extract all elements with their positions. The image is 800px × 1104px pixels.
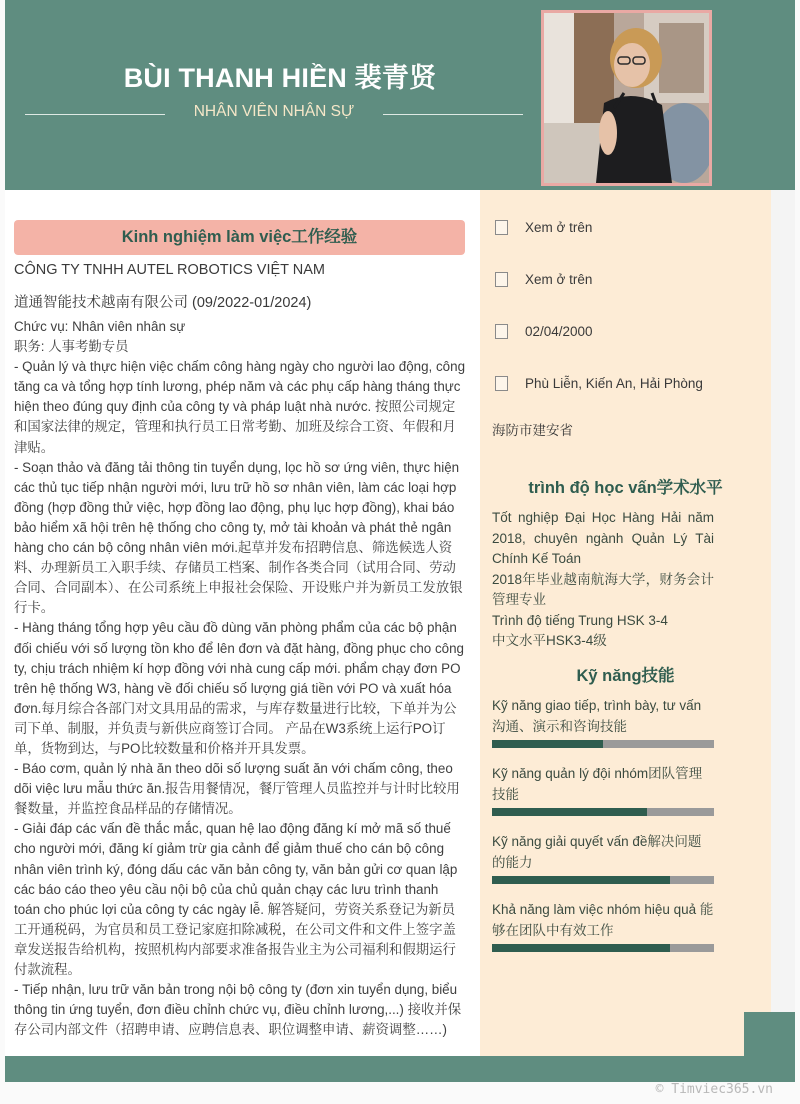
title-divider-right bbox=[383, 114, 523, 115]
contact-birthday bbox=[495, 319, 593, 343]
skill-item bbox=[492, 764, 714, 816]
skill-bar-fill bbox=[492, 876, 670, 884]
info-column bbox=[480, 190, 771, 1056]
contact-email bbox=[495, 267, 592, 291]
job-title: NHÂN VIÊN NHÂN SỰ bbox=[193, 103, 355, 120]
company-name-cn: 道通智能技术越南有限公司 (09/2022-01/2024) bbox=[14, 295, 312, 311]
skill-bar bbox=[492, 740, 714, 748]
experience-description bbox=[14, 317, 467, 1040]
contact-email-text: Xem ở trên bbox=[525, 271, 593, 287]
profile-photo bbox=[541, 10, 712, 186]
contact-address bbox=[495, 371, 703, 395]
footer-band bbox=[5, 1056, 795, 1082]
skill-label: Kỹ năng giải quyết vấn đề解决问题的能力 bbox=[492, 834, 702, 870]
skill-bar-fill bbox=[492, 740, 603, 748]
education-language-cn: 中文水平HSK3-4级 bbox=[492, 633, 607, 648]
skills-heading: Kỹ năng技能 bbox=[576, 667, 675, 685]
skill-label: Khả năng làm việc nhóm hiệu quả 能够在团队中有效工作 bbox=[492, 902, 714, 938]
skill-item bbox=[492, 900, 714, 952]
education-heading: trình độ học vấn学术水平 bbox=[528, 479, 723, 497]
skill-label: Kỹ năng quản lý đội nhóm团队管理技能 bbox=[492, 766, 703, 802]
location-icon bbox=[495, 376, 508, 391]
footer-corner-block bbox=[744, 1012, 795, 1056]
contact-address-text: Phù Liễn, Kiến An, Hải Phòng bbox=[525, 375, 703, 391]
skill-item bbox=[492, 696, 714, 748]
skill-bar bbox=[492, 944, 714, 952]
contact-phone bbox=[495, 215, 592, 239]
info-icon bbox=[495, 272, 508, 287]
company-name: CÔNG TY TNHH AUTEL ROBOTICS VIỆT NAM bbox=[14, 262, 325, 278]
experience-heading: Kinh nghiệm làm việc工作经验 bbox=[14, 220, 465, 255]
experience-description-text: Chức vụ: Nhân viên nhân sự 职务: 人事考勤专员 - Quản lý và thực hiện việc chấm công hàng ngày cho người lao động, công tăng ca và tổng hợp tính lương, phép năm và các phụ cấp hàng tháng thực hiện theo đúng quy định của công ty và pháp luật nhà nước. 按照公司规定和国家法律的规定，管理和执行员工日常考勤、加班及综合工资、年假和月津贴。 - Soạn thảo và đăng tải thông tin tuyển dụng, lọc hồ sơ ứng viên, thực hiện các thủ tục tiếp nhận người mới, lưu trữ hồ sơ nhân viên, làm các loại hợp đồng (hợp đồng thử việc, hợp đồng lao động, phụ lục hợp đồng), khai báo bảo hiểm xã hội trên hệ thống cho công ty, mở tài khoản và phát thẻ ngân hàng cho cán bộ công nhân viên mới.起草并发布招聘信息、筛选候选人资料、办理新员工入职手续、存储员工档案、制作各类合同（试用合同、劳动合同、合同副本）、在公司系统上申报社会保险、开设账户并为新员工发放银行卡。 - Hàng tháng tổng hợp yêu cầu đồ dùng văn phòng phẩm của các bộ phận đối chiếu với số lượng tồn kho để lên đơn và đặt hàng, đồng phục cho công ty, chịu trách nhiệm kí hợp đồng với nhà cung cấp mới. phẩm chạy đơn PO trên hệ thống W3, hàng về đối chiếu số lượng giá tiền với PO và xuất hóa đơn.每月综合各部门对文具用品的需求，与库存数量进行比较，下单并为公司下单、制服，并负责与新供应商签订合同。 产品在W3系统上运行PO订单，货物到达，与PO比较数量和价格并开具发票。 - Báo cơm, quản lý nhà ăn theo dõi số lượng suất ăn với chấm công, theo dõi việc lưu mẫu thức ăn.报告用餐情况，餐厅管理人员监控并与计时比较用餐数量，并监控食品样品的存储情况。 - Giải đáp các vấn đề thắc mắc, quan hệ lao động đăng kí mở mã số thuế cho người mới, đăng kí giảm trừ gia cảnh để giảm thuế cho cán bộ công nhân viên trình ký, đóng dấu các văn bản công ty, văn bản gửi cơ quan lập các báo cáo theo yêu cầu nội bộ của chủ quản chạy các lưu trình thanh toán cho phúc lợi của công ty các ngày lễ. 解答疑问，劳资关系登记为新员工开通税码，为官员和员工登记家庭扣除减税，在公司文件和文件上签字盖章发送报告给机构，按照机构内部要求准备报告业主为公司福利和假期运行付款流程。 - Tiếp nhận, lưu trữ văn bản trong nội bộ công ty (đơn xin tuyển dụng, biểu thông tin ứng tuyển, đơn điều chỉnh chức vụ, điều chỉnh lương,...) 接收并保存公司内部文件（招聘申请、应聘信息表、职位调整申请、薪资调整……) bbox=[14, 319, 466, 1038]
education-degree: Tốt nghiệp Đại Học Hàng Hải năm 2018, chuyên ngành Quản Lý Tài Chính Kế Toán bbox=[492, 510, 714, 566]
skill-bar-fill bbox=[492, 944, 670, 952]
calendar-icon bbox=[495, 324, 508, 339]
profile-photo-image bbox=[544, 13, 709, 183]
education-language: Trình độ tiếng Trung HSK 3-4 bbox=[492, 612, 668, 628]
page-right-margin bbox=[771, 190, 795, 1012]
contact-address-cn: 海防市建安省 bbox=[492, 423, 573, 438]
contact-phone-text: Xem ở trên bbox=[525, 219, 593, 235]
skill-bar bbox=[492, 808, 714, 816]
experience-column bbox=[5, 190, 480, 1056]
info-icon bbox=[495, 220, 508, 235]
title-divider-left bbox=[25, 114, 165, 115]
watermark-text: © Timviec365.vn bbox=[655, 1082, 773, 1097]
skill-item bbox=[492, 832, 714, 884]
skill-bar-fill bbox=[492, 808, 647, 816]
skill-bar bbox=[492, 876, 714, 884]
education-degree-cn: 2018年毕业越南航海大学，财务会计管理专业 bbox=[492, 571, 714, 607]
candidate-name: BÙI THANH HIỀN 裴青贤 bbox=[123, 63, 437, 93]
education-text bbox=[492, 508, 714, 652]
contact-birthday-text: 02/04/2000 bbox=[525, 323, 593, 339]
skill-label: Kỹ năng giao tiếp, trình bày, tư vấn 沟通、演示和咨询技能 bbox=[492, 698, 702, 734]
